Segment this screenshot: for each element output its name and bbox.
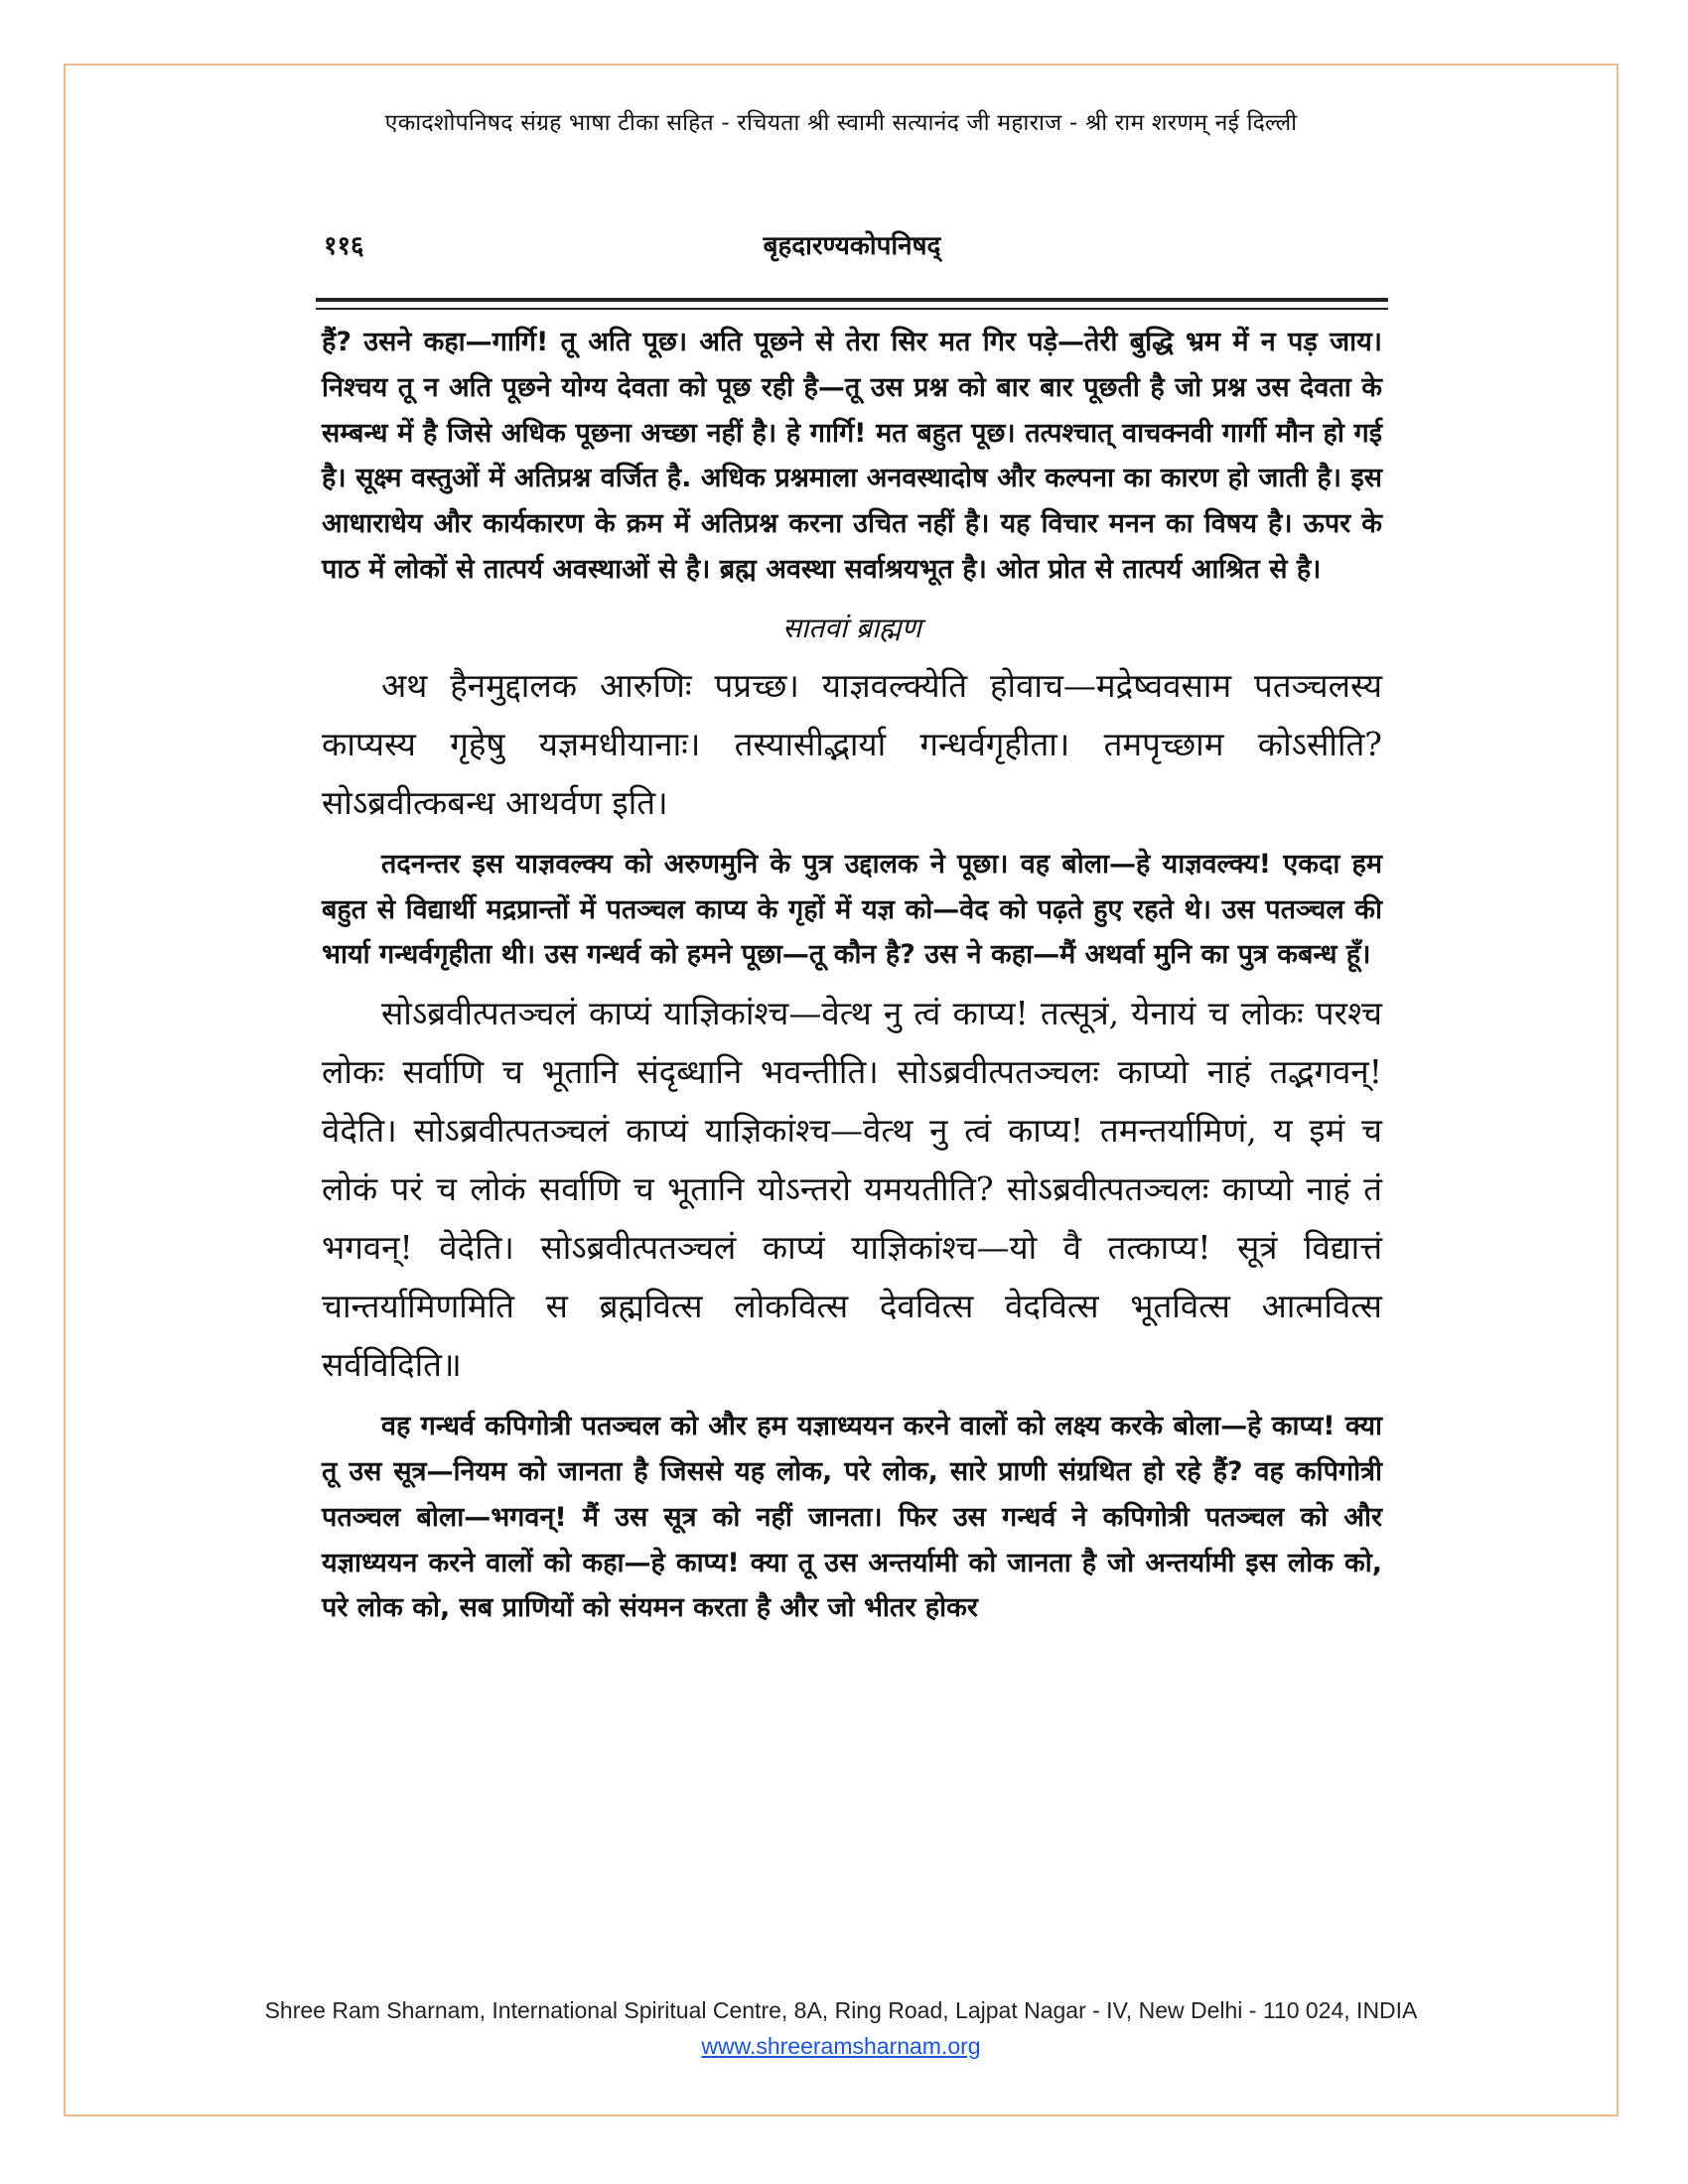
section-title: सातवां ब्राह्मण [782,611,921,644]
footer-address: Shree Ram Sharnam, International Spiritual Centre, 8A, Ring Road, Lajpat Nagar - IV, New Delhi - 110 024, INDIA [264,1997,1418,2023]
book-page-header [316,208,1388,268]
document-header: एकादशोपनिषद संग्रह भाषा टीका सहित - रचियता श्री स्वामी सत्यानंद जी महाराज - श्री राम शरणम् नई दिल्ली [384,110,1298,136]
website-link[interactable]: www.shreeramsharnam.org [701,2033,981,2059]
page-number: ११६ [324,231,364,261]
sanskrit-verse: सोऽब्रवीत्पतञ्चलं काप्यं याज्ञिकांश्च—वेत्थ नु त्वं काप्य! तत्सूत्रं, येनायं च लोकः परश्च लोकः सर्वाणि च भूतानि संदृब्धानि भवन्तीति। सोऽब्रवीत्पतञ्चलः काप्यो नाहं तद्भगवन्! वेदेति। सोऽब्रवीत्पतञ्चलं काप्यं याज्ञिकांश्च—वेत्थ नु त्वं काप्य! तमन्तर्यामिणं, य इमं च लोकं परं च लोकं सर्वाणि च भूतानि योऽन्तरो यमयतीति? सोऽब्रवीत्पतञ्चलः काप्यो नाहं तं भगवन्! वेदेति। सोऽब्रवीत्पतञ्चलं काप्यं याज्ञिकांश्च—यो वै तत्काप्य! सूत्रं विद्यात्तं चान्तर्यामिणमिति स ब्रह्मवित्स लोकवित्स देववित्स वेदवित्स भूतवित्स आत्मवित्स सर्वविदिति॥ [322,994,1382,1385]
translation-paragraph: तदनन्तर इस याज्ञवल्क्य को अरुणमुनि के पुत्र उद्दालक ने पूछा। वह बोला—हे याज्ञवल्क्य! एकदा हम बहुत से विद्यार्थी मद्रप्रान्तों में पतञ्चल काप्य के गृहों में यज्ञ को—वेद को पढ़ते हुए रहते थे। उस पतञ्चल की भार्या गन्धर्वगृहीता थी। उस गन्धर्व को हमने पूछा—तू कौन है? उस ने कहा—मैं अथर्वा मुनि का पुत्र कबन्ध हूँ। [322,848,1382,971]
translation-paragraph: वह गन्धर्व कपिगोत्री पतञ्चल को और हम यज्ञाध्ययन करने वालों को लक्ष्य करके बोला—हे काप्य! क्या तू उस सूत्र—नियम को जानता है जिससे यह लोक, परे लोक, सारे प्राणी संग्रथित हो रहे हैं? वह कपिगोत्री पतञ्चल बोला—भगवन्! मैं उस सूत्र को नहीं जानता। फिर उस गन्धर्व ने कपिगोत्री पतञ्चल को और यज्ञाध्ययन करने वालों को कहा—हे काप्य! क्या तू उस अन्तर्यामी को जानता है जो अन्तर्यामी इस लोक को, परे लोक को, सब प्राणियों को संयमन करता है और जो भीतर होकर [322,1411,1382,1624]
running-title: बृहदारण्यकोपनिषद् [763,231,941,261]
header-rule-thin [316,308,1388,310]
scanned-book-page [316,208,1388,1946]
header-rule-thick [316,298,1388,302]
footer-website [64,2033,1618,2060]
sanskrit-verse: अथ हैनमुद्दालक आरुणिः पप्रच्छ। याज्ञवल्क्येति होवाच—मद्रेष्ववसाम पतञ्चलस्य काप्यस्य गृहेषु यज्ञमधीयानाः। तस्यासीद्भार्या गन्धर्वगृहीता। तमपृच्छाम कोऽसीति? सोऽब्रवीत्कबन्ध आथर्वण इति। [322,665,1382,822]
commentary-paragraph: हैं? उसने कहा—गार्गि! तू अति पूछ। अति पूछने से तेरा सिर मत गिर पड़े—तेरी बुद्धि भ्रम में न पड़ जाय। निश्चय तू न अति पूछने योग्य देवता को पूछ रही है—तू उस प्रश्न को बार बार पूछती है जो प्रश्न उस देवता के सम्बन्ध में है जिसे अधिक पूछना अच्छा नहीं है। हे गार्गि! मत बहुत पूछ। तत्पश्चात् वाचक्नवी गार्गी मौन हो गई है। सूक्ष्म वस्तुओं में अतिप्रश्न वर्जित है. अधिक प्रश्नमाला अनवस्थादोष और कल्पना का कारण हो जाती है। इस आधाराधेय और कार्यकारण के क्रम में अतिप्रश्न करना उचित नहीं है। यह विचार मनन का विषय है। ऊपर के पाठ में लोकों से तात्पर्य अवस्थाओं से है। ब्रह्म अवस्था सर्वाश्रयभूत है। ओत प्रोत से तात्पर्य आश्रित से है। [322,327,1382,585]
